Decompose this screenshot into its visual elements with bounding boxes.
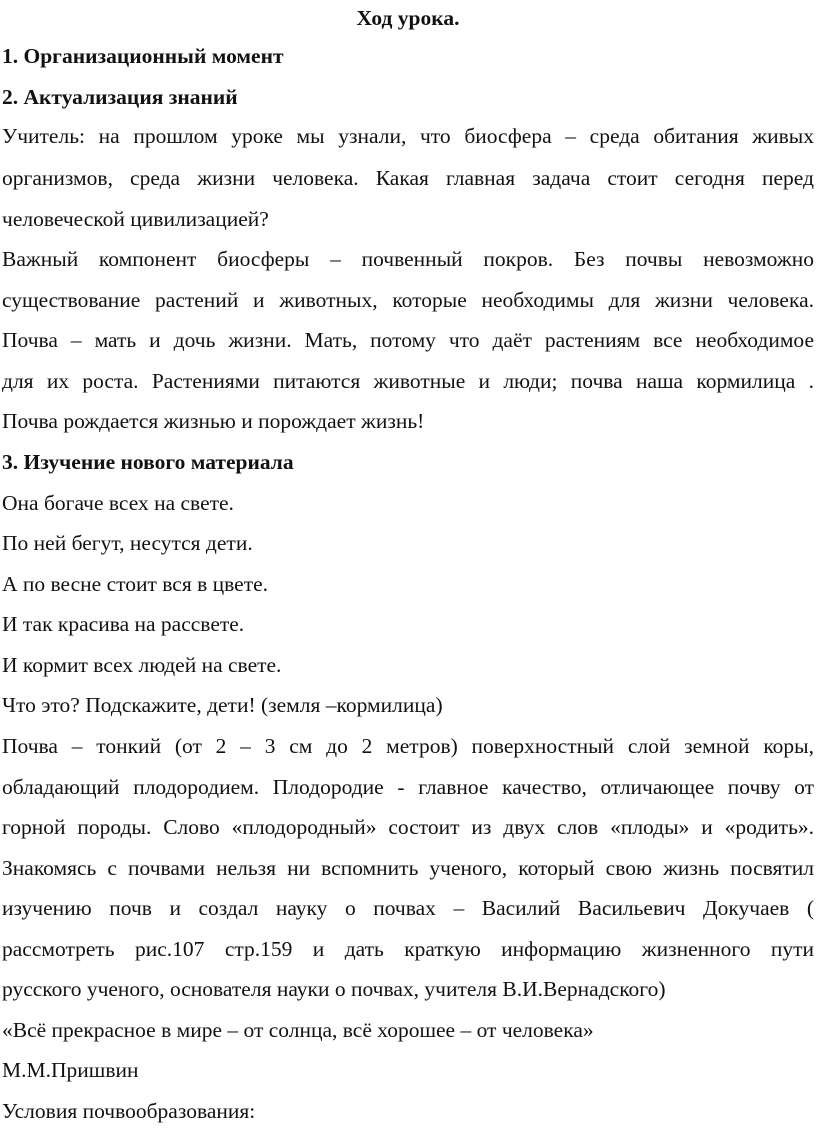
paragraph-line: существование растений и животных, которые необходимы для жизни человека. [2,288,814,312]
section-heading-3: 3. Изучение нового материала [2,450,294,474]
paragraph-line: рассмотреть рис.107 стр.159 и дать краткую информацию жизненного пути [2,937,814,961]
paragraph-line: горной породы. Слово «плодородный» состоит из двух слов «плоды» и «родить». [2,815,814,839]
paragraph-line: Важный компонент биосферы – почвенный покров. Без почвы невозможно [2,247,814,271]
riddle-line: А по весне стоит вся в цвете. [2,572,269,596]
paragraph-line: Почва – тонкий (от 2 – 3 см до 2 метров) поверхностный слой земной коры, [2,734,814,758]
paragraph-line: изучению почв и создал науку о почвах – Василий Васильевич Докучаев ( [2,896,814,920]
section-heading-1: 1. Организационный момент [2,44,284,68]
paragraph-line: обладающий плодородием. Плодородие - главное качество, отличающее почву от [2,775,814,799]
paragraph-line: Почва рождается жизнью и порождает жизнь! [2,409,425,433]
conditions-heading: Условия почвообразования: [2,1099,256,1123]
riddle-line: По ней бегут, несутся дети. [2,531,253,555]
quote-author: М.М.Пришвин [2,1058,139,1082]
riddle-line: Она богаче всех на свете. [2,491,234,515]
paragraph-line: Почва – мать и дочь жизни. Мать, потому что даёт растениям все необходимое [2,328,814,352]
riddle-line: Что это? Подскажите, дети! (земля –кормилица) [2,693,443,717]
quote-text: «Всё прекрасное в мире – от солнца, всё хорошее – от человека» [2,1018,594,1042]
riddle-line: И так красива на рассвете. [2,612,245,636]
section-heading-2: 2. Актуализация знаний [2,85,238,109]
paragraph-line: Учитель: на прошлом уроке мы узнали, что биосфера – среда обитания живых [2,124,814,148]
riddle-line: И кормит всех людей на свете. [2,653,282,677]
paragraph-line: русского ученого, основателя науки о почвах, учителя В.И.Вернадского) [2,977,666,1001]
paragraph-line: для их роста. Растениями питаются животные и люди; почва наша кормилица . [2,369,814,393]
paragraph-line: Знакомясь с почвами нельзя ни вспомнить ученого, который свою жизнь посвятил [2,856,814,880]
page-title: Ход урока. [356,6,460,30]
paragraph-line: человеческой цивилизацией? [2,207,269,231]
paragraph-line: организмов, среда жизни человека. Какая главная задача стоит сегодня перед [2,166,814,190]
